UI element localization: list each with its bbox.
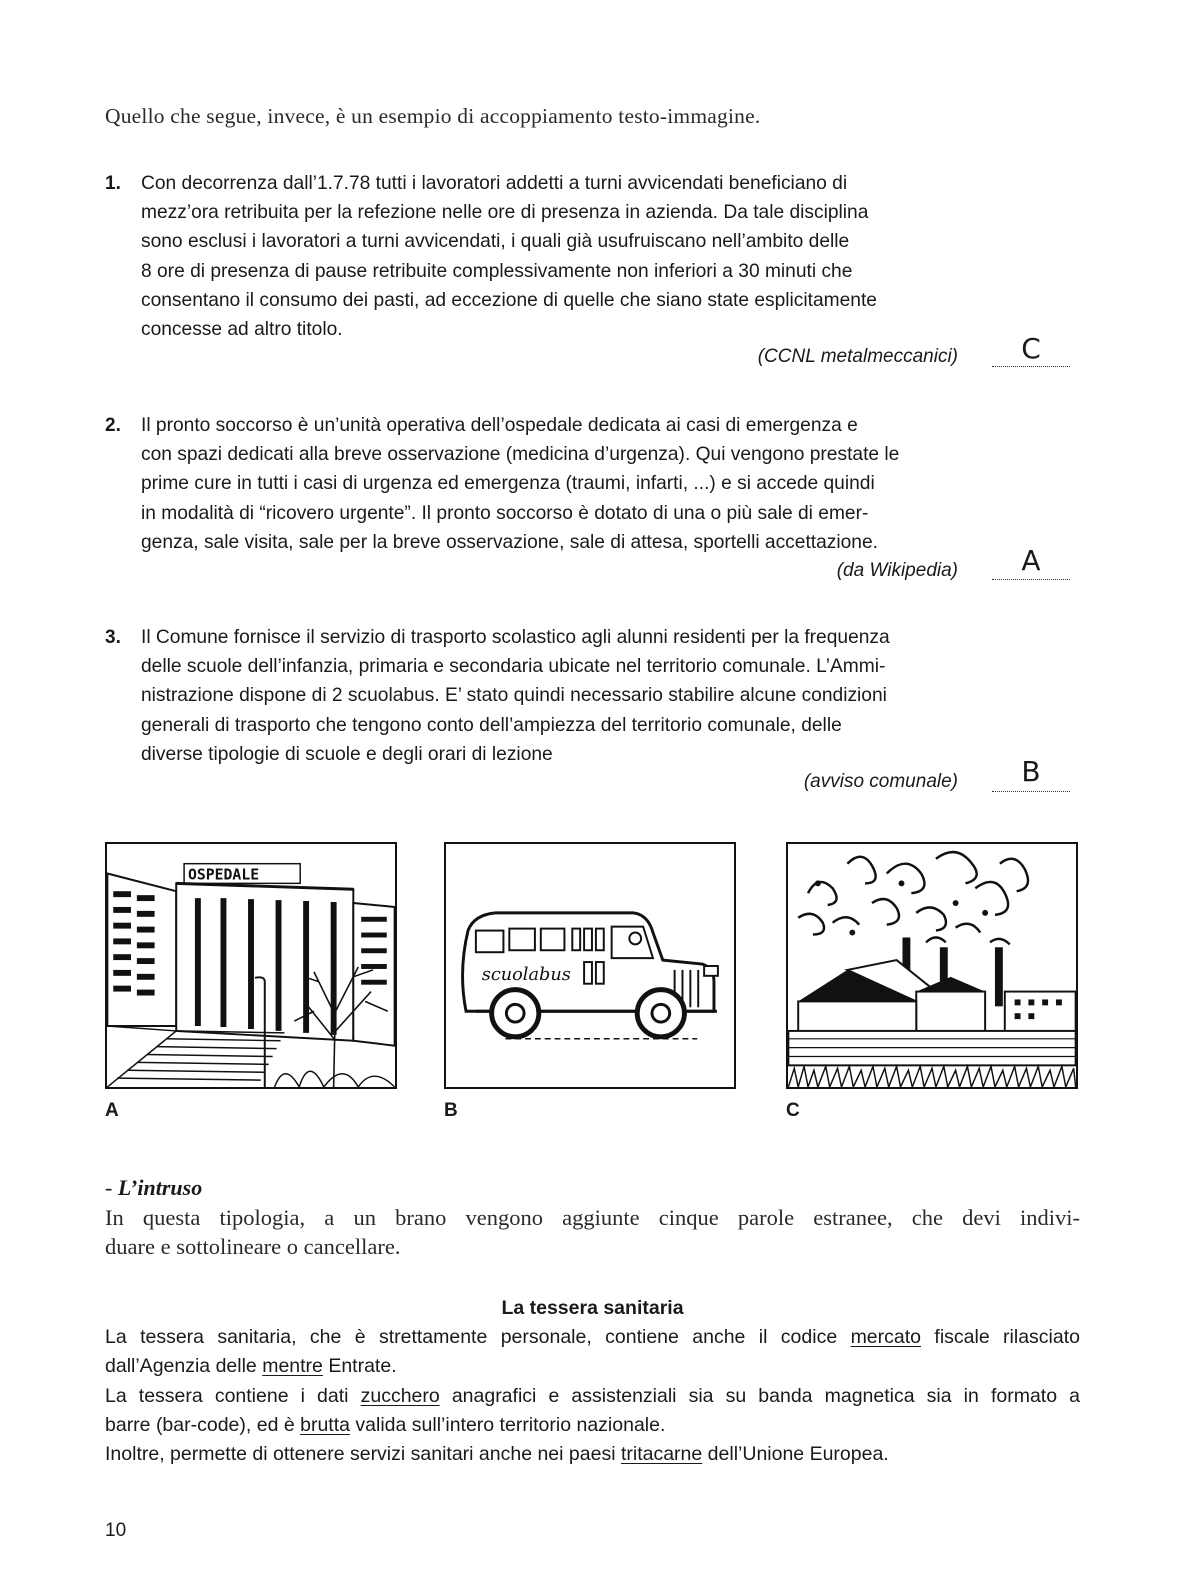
item-source-1: (CCNL metalmeccanici) (757, 346, 958, 367)
section-title-text: L’intruso (117, 1175, 203, 1200)
text-segment: dell’Unione Europea. (707, 1443, 889, 1466)
intruder-word[interactable]: mercato (850, 1326, 922, 1348)
text-segment: valida sull’intero territorio nazionale. (355, 1413, 666, 1436)
hospital-illustration (107, 844, 395, 1087)
text-segment: Inoltre, permette di ottenere servizi sanitari anche nei paesi (105, 1443, 616, 1466)
answer-line-2[interactable] (992, 579, 1070, 580)
description-line: In questa tipologia, a un brano vengono aggiunte cinque parole estranee, che devi indivi- (105, 1205, 1080, 1230)
item-1-line: Con decorrenza dall’1.7.78 tutti i lavoratori addetti a turni avvicendati beneficiano di (141, 173, 848, 194)
text-segment: anagrafici e assistenziali sia su banda magnetica sia in formato a (451, 1384, 1080, 1407)
text-segment: La tessera sanitaria, che è strettamente personale, contiene anche il codice (105, 1326, 838, 1348)
intruder-word[interactable]: mentre (262, 1355, 323, 1378)
section-title-intruso (105, 1175, 202, 1201)
item-2-line: Il pronto soccorso è un’unità operativa dell’ospedale dedicata ai casi di emergenza e (141, 415, 858, 436)
item-number-2: 2. (105, 415, 121, 436)
item-3-line: nistrazione dispone di 2 scuolabus. E’ stato quindi necessario stabilire alcune condizioni (141, 685, 887, 707)
item-3-line: diverse tipologie di scuole e degli orari di lezione (141, 743, 553, 765)
exercise-line (105, 1352, 1080, 1381)
item-source-2: (da Wikipedia) (836, 560, 958, 581)
answer-line-1[interactable] (992, 366, 1070, 367)
item-source-3: (avviso comunale) (803, 771, 958, 792)
item-text-1 (141, 169, 981, 344)
text-segment: La tessera contiene i dati (105, 1384, 349, 1407)
item-1-line: sono esclusi i lavoratori a turni avvicendati, i quali già usufruiscano nell’ambito delle (141, 231, 850, 253)
intruder-word[interactable]: tritacarne (620, 1443, 703, 1466)
item-1-line: consentano il consumo dei pasti, ad eccezione di quelle che siano state esplicitamente (141, 289, 877, 311)
exercise-line (105, 1382, 1080, 1411)
intruder-word[interactable]: brutta (300, 1413, 350, 1436)
picture-label-b: B (444, 1100, 458, 1121)
item-answer-2: A (1021, 544, 1041, 577)
item-1-line: concesse ad altro titolo. (141, 319, 343, 341)
picture-label-c: C (786, 1100, 800, 1121)
exercise-line (105, 1323, 1080, 1352)
item-3-line: generali di trasporto che tengono conto dell’ampiezza del territorio comunale, delle (141, 714, 842, 736)
section-dash: - (105, 1175, 118, 1200)
factory-illustration (788, 844, 1076, 1087)
item-2-line: prime cure in tutti i casi di urgenza ed emergenza (traumi, infarti, ...) e si accede quindi (141, 473, 875, 495)
item-answer-3: B (1021, 755, 1041, 788)
intro-text: Quello che segue, invece, è un esempio di accoppiamento testo-immagine. (105, 104, 761, 128)
item-3-line: delle scuole dell’infanzia, primaria e secondaria ubicate nel territorio comunale. L’Ammi- (141, 656, 886, 678)
item-1-line: 8 ore di presenza di pause retribuite complessivamente non inferiori a 30 minuti che (141, 260, 853, 282)
exercise-title: La tessera sanitaria (501, 1297, 684, 1319)
text-segment: Entrate. (328, 1355, 397, 1378)
item-text-2 (141, 411, 981, 557)
picture-label-a: A (105, 1100, 119, 1121)
description-line: duare e sottolineare o cancellare. (105, 1234, 401, 1259)
item-1-line: mezz’ora retribuita per la refezione nelle ore di presenza in azienda. Da tale disciplina (141, 202, 869, 224)
picture-factory (786, 842, 1078, 1089)
page-number: 10 (105, 1520, 127, 1541)
exercise-text (105, 1323, 1080, 1469)
intruder-word[interactable]: zucchero (360, 1384, 440, 1407)
text-segment: dall’Agenzia delle (105, 1355, 257, 1378)
schoolbus-illustration (446, 844, 734, 1087)
answer-line-3[interactable] (992, 791, 1070, 792)
exercise-line (105, 1440, 1080, 1469)
item-2-line: in modalità di “ricovero urgente”. Il pronto soccorso è dotato di una o più sale di emer- (141, 502, 869, 524)
item-number-3: 3. (105, 627, 121, 648)
item-2-line: genza, sale visita, sale per la breve osservazione, sale di attesa, sportelli accettazione. (141, 531, 878, 553)
item-2-line: con spazi dedicati alla breve osservazione (medicina d’urgenza). Qui vengono prestate le (141, 444, 900, 466)
bus-sign: scuolabus (481, 964, 571, 985)
text-segment: fiscale rilasciato (934, 1326, 1081, 1348)
item-3-line: Il Comune fornisce il servizio di trasporto scolastico agli alunni residenti per la frequenza (141, 627, 890, 648)
picture-schoolbus (444, 842, 736, 1089)
picture-hospital (105, 842, 397, 1089)
section-description (105, 1203, 1080, 1261)
item-number-1: 1. (105, 173, 121, 194)
hospital-sign: OSPEDALE (188, 866, 260, 884)
item-answer-1: C (1021, 332, 1041, 365)
text-segment: barre (bar-code), ed è (105, 1413, 295, 1436)
item-text-3 (141, 623, 981, 769)
exercise-line (105, 1411, 1080, 1440)
